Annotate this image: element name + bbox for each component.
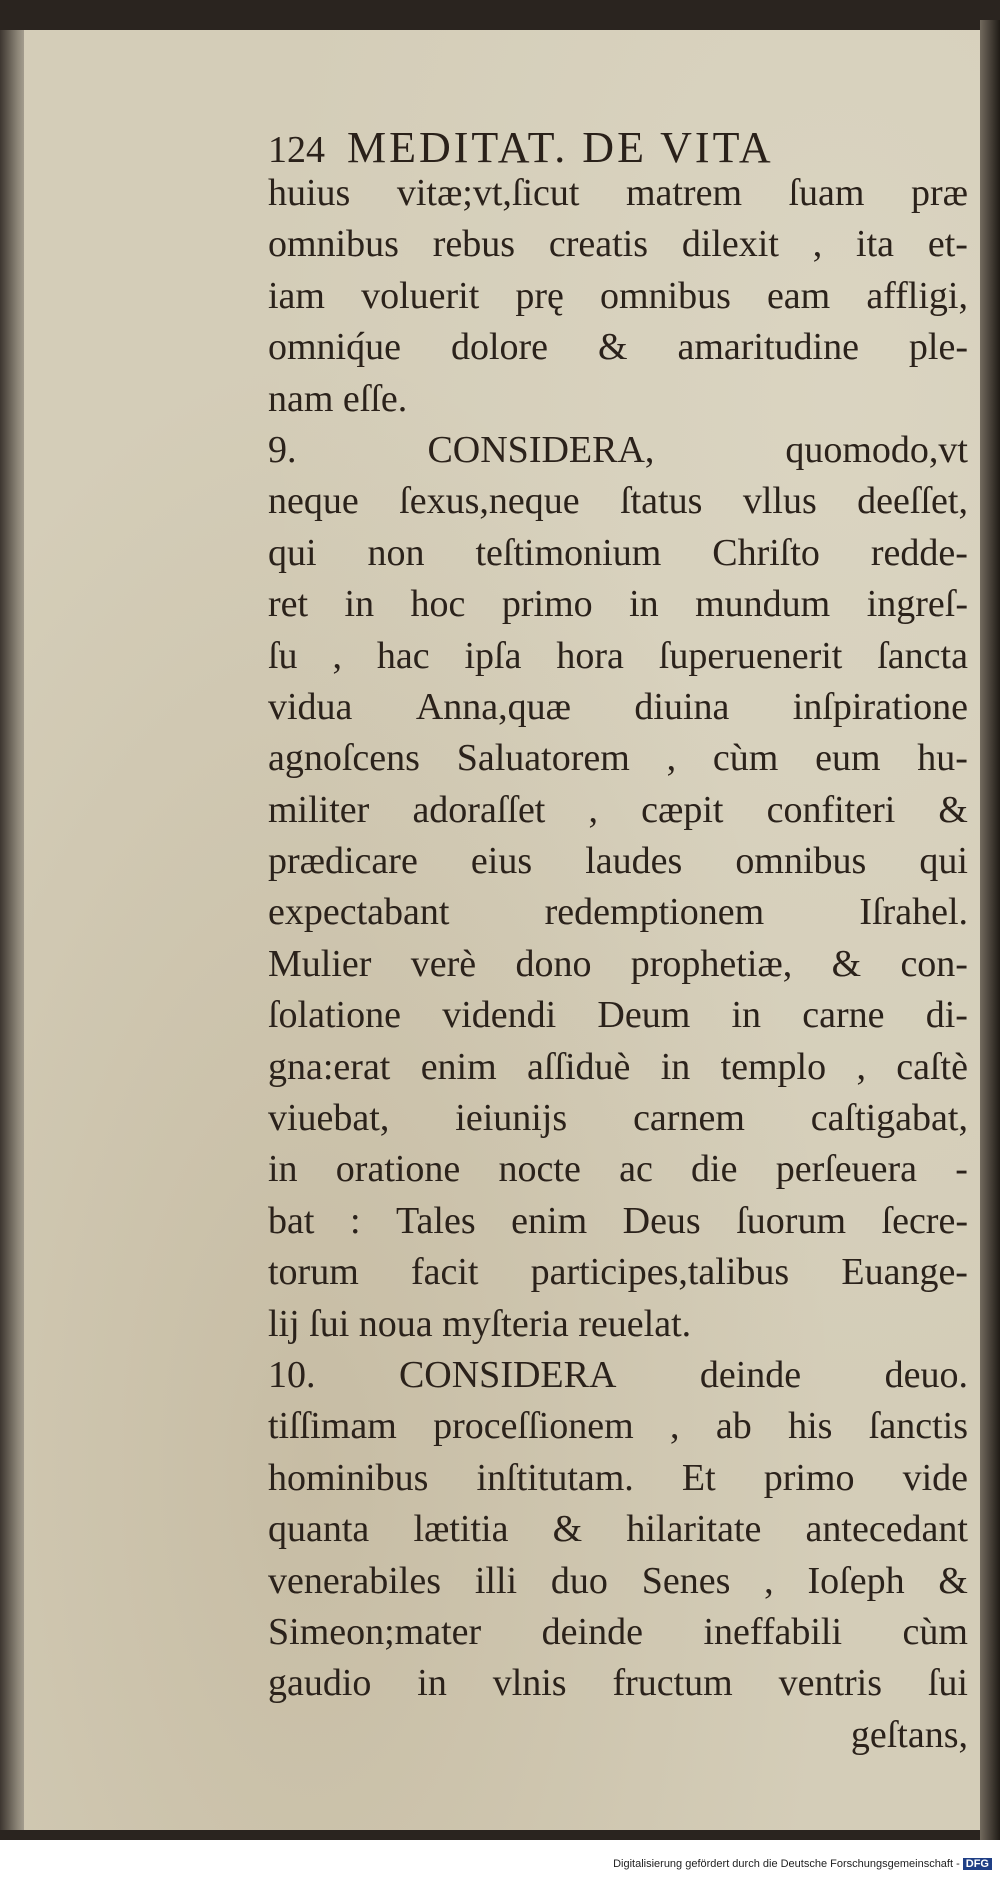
text-line: 10. CONSIDERA deinde deuo. [268, 1353, 968, 1396]
text-line: gna:erat enim aſſiduè in templo , caſtè [268, 1045, 968, 1088]
text-line: hominibus inſtitutam. Et primo vide [268, 1456, 968, 1499]
running-head [268, 122, 774, 173]
text-line: omnibus rebus creatis dilexit , ita et- [268, 223, 968, 266]
text-line: lij ſui noua myſteria reuelat. [268, 1302, 692, 1345]
text-line: agnoſcens Saluatorem , cùm eum hu- [268, 737, 968, 780]
text-line: Simeon;mater deinde ineffabili cùm [268, 1610, 968, 1653]
text-line: qui non teſtimonium Chriſto redde- [268, 531, 968, 574]
text-line: huius vitæ;vt,ſicut matrem ſuam præ [268, 172, 968, 214]
text-line: vidua Anna,quæ diuina inſpiratione [268, 685, 968, 728]
text-line: viuebat, ieiunijs carnem caſtigabat, [268, 1097, 968, 1140]
page-right-edge [980, 20, 1000, 1850]
body-text [268, 168, 968, 1761]
text-line: prædicare eius laudes omnibus qui [268, 840, 968, 883]
text-line: Mulier verè dono prophetiæ, & con- [268, 942, 968, 985]
text-line: tiſſimam proceſſionem , ab his ſanctis [268, 1405, 968, 1448]
text-line: bat : Tales enim Deus ſuorum ſecre- [268, 1199, 968, 1242]
text-line: torum facit participes,talibus Euange- [268, 1251, 968, 1294]
text-line: militer adoraſſet , cæpit confiteri & [268, 788, 968, 831]
text-line: in oratione nocte ac die perſeuera - [268, 1148, 968, 1191]
dfg-logo: DFG [963, 1858, 992, 1870]
text-line: iam voluerit prę omnibus eam affligi, [268, 274, 968, 317]
text-line: omniq́ue dolore & amaritudine ple- [268, 326, 968, 369]
text-line: quanta lætitia & hilaritate antecedant [268, 1508, 968, 1551]
digitization-credit [613, 1858, 992, 1870]
text-line: 9. CONSIDERA, quomodo,vt [268, 428, 968, 471]
text-line: venerabiles illi duo Senes , Ioſeph & [268, 1559, 968, 1602]
text-line: nam eſſe. [268, 377, 408, 420]
catchword: geſtans, [850, 1713, 968, 1756]
credit-text: Digitalisierung gefördert durch die Deutsche Forschungsgemeinschaft - [613, 1858, 960, 1870]
text-line: neque ſexus,neque ſtatus vllus deeſſet, [268, 480, 968, 523]
text-line: gaudio in vlnis fructum ventris ſui [268, 1662, 968, 1705]
text-line: expectabant redemptionem Iſrahel. [268, 891, 968, 934]
text-line: ſolatione videndi Deum in carne di- [268, 994, 968, 1037]
running-title: MEDITAT. DE VITA [347, 123, 774, 172]
text-line: ſu , hac ipſa hora ſuperuenerit ſancta [268, 634, 968, 677]
page-number: 124 [268, 129, 325, 171]
text-line: ret in hoc primo in mundum ingreſ- [268, 583, 968, 626]
